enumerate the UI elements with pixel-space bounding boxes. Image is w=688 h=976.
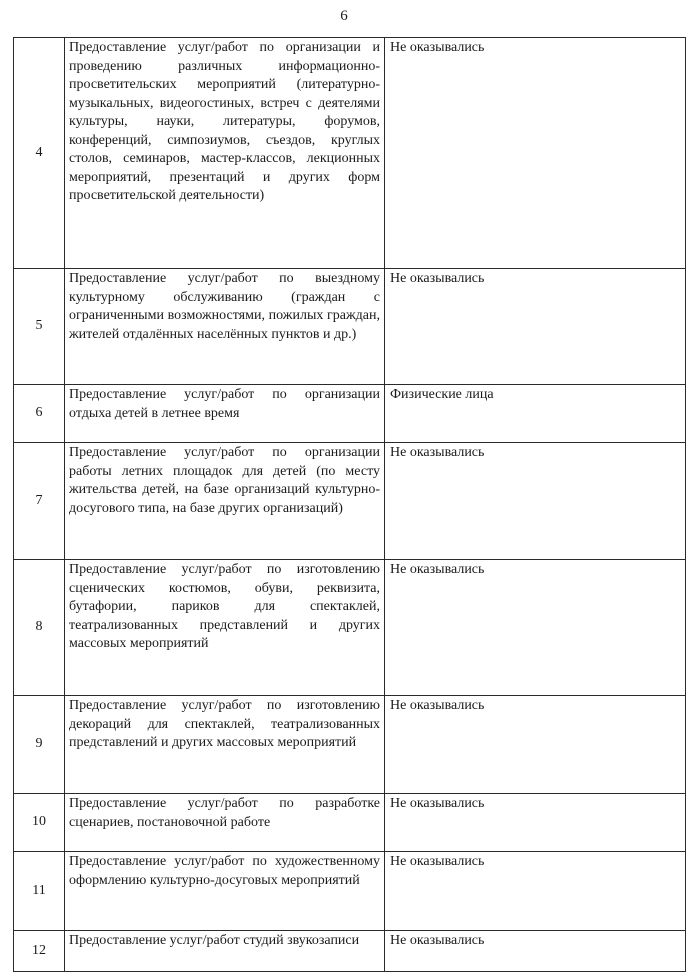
page-number: 6	[340, 8, 348, 24]
row-number: 7	[14, 443, 65, 560]
table-row	[14, 560, 686, 696]
service-recipients: Физические лица	[385, 385, 686, 443]
service-recipients: Не оказывались	[385, 38, 686, 269]
service-description: Предоставление услуг/работ студий звукозаписи	[65, 931, 385, 972]
table-row	[14, 443, 686, 560]
table-row	[14, 385, 686, 443]
service-recipients: Не оказывались	[385, 269, 686, 385]
service-description: Предоставление услуг/работ по изготовлению декораций для спектаклей, театрализованных представлений и других массовых мероприятий	[65, 696, 385, 794]
row-number: 11	[14, 852, 65, 931]
services-table	[13, 37, 686, 972]
row-number: 9	[14, 696, 65, 794]
table-row	[14, 696, 686, 794]
service-recipients: Не оказывались	[385, 852, 686, 931]
table-row	[14, 269, 686, 385]
table-row	[14, 794, 686, 852]
table-row	[14, 38, 686, 269]
table-row	[14, 931, 686, 972]
service-description: Предоставление услуг/работ по изготовлению сценических костюмов, обуви, реквизита, бутафории, париков для спектаклей, театрализованных представлений и других массовых мероприятий	[65, 560, 385, 696]
service-description: Предоставление услуг/работ по выездному культурному обслуживанию (граждан с ограниченными возможностями, пожилых граждан, жителей отдалённых населённых пунктов и др.)	[65, 269, 385, 385]
service-description: Предоставление услуг/работ по организации отдыха детей в летнее время	[65, 385, 385, 443]
service-description: Предоставление услуг/работ по художественному оформлению культурно-досуговых мероприятий	[65, 852, 385, 931]
service-recipients: Не оказывались	[385, 443, 686, 560]
service-recipients: Не оказывались	[385, 560, 686, 696]
service-recipients: Не оказывались	[385, 931, 686, 972]
service-description: Предоставление услуг/работ по организации работы летних площадок для детей (по месту жительства детей, на базе организаций культурно-досугового типа, на базе других организаций)	[65, 443, 385, 560]
service-description: Предоставление услуг/работ по разработке сценариев, постановочной работе	[65, 794, 385, 852]
row-number: 12	[14, 931, 65, 972]
service-description: Предоставление услуг/работ по организации и проведению различных информационно-просветительских мероприятий (литературно-музыкальных, видеогостиных, встреч с деятелями культуры, науки, литературы, форумов, конференций, симпозиумов, съездов, круглых столов, семинаров, мастер-классов, лекционных мероприятий, презентаций и других форм просветительской деятельности)	[65, 38, 385, 269]
row-number: 5	[14, 269, 65, 385]
row-number: 8	[14, 560, 65, 696]
row-number: 10	[14, 794, 65, 852]
row-number: 4	[14, 38, 65, 269]
row-number: 6	[14, 385, 65, 443]
service-recipients: Не оказывались	[385, 696, 686, 794]
service-recipients: Не оказывались	[385, 794, 686, 852]
table-row	[14, 852, 686, 931]
